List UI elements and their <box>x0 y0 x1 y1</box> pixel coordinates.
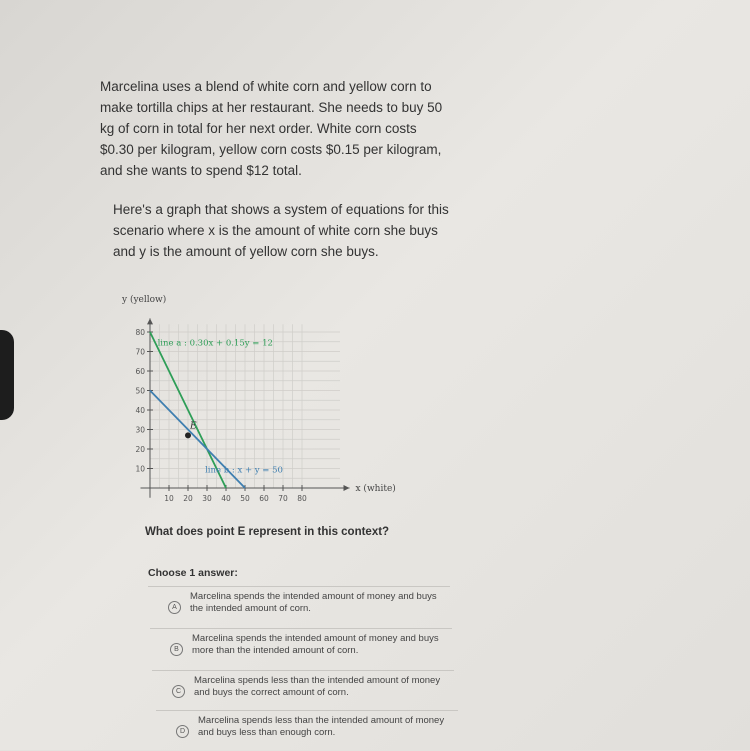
y-tick-label: 60 <box>135 367 145 376</box>
y-tick-label: 50 <box>135 386 145 396</box>
y-axis-arrow <box>147 318 153 324</box>
choice-d-text: Marcelina spends less than the intended amount of money and buys less than enough corn. <box>198 715 445 738</box>
choice-a-text: Marcelina spends the intended amount of money and buys the intended amount of corn. <box>190 591 437 614</box>
y-tick-label: 80 <box>135 328 145 337</box>
choice-b[interactable] <box>150 628 452 669</box>
choice-c-text: Marcelina spends less than the intended amount of money and buys the correct amount of corn. <box>194 675 441 698</box>
choose-label: Choose 1 answer: <box>148 567 238 579</box>
x-axis-arrow <box>344 485 350 491</box>
x-tick-label: 30 <box>202 494 212 503</box>
point-e <box>185 432 191 438</box>
y-tick-label: 70 <box>135 347 145 357</box>
choice-a[interactable] <box>148 586 450 627</box>
y-tick-label: 10 <box>135 464 145 474</box>
x-tick-label: 60 <box>259 494 269 503</box>
y-axis-label: y (yellow) <box>122 295 167 305</box>
problem-paragraph-2: Here's a graph that shows a system of equations for this scenario where x is the amount of white corn she buys and y is the amount of yellow corn she buys. <box>113 202 449 259</box>
x-tick-label: 10 <box>164 494 174 503</box>
device-edge <box>0 330 14 420</box>
choice-b-text: Marcelina spends the intended amount of money and buys more than the intended amount of corn. <box>192 633 439 656</box>
x-axis-label: x (white) <box>355 484 396 494</box>
y-tick-label: 20 <box>135 445 145 454</box>
radio-a[interactable]: A <box>168 601 181 614</box>
line-a-label: line a : 0.30x + 0.15y = 12 <box>157 338 273 349</box>
choice-d[interactable] <box>156 710 458 751</box>
y-tick-label: 30 <box>135 425 145 435</box>
line-b-label: line b : x + y = 50 <box>205 465 283 476</box>
x-tick-label: 50 <box>240 494 250 503</box>
radio-c[interactable]: C <box>172 685 185 698</box>
point-e-label: E <box>190 421 197 432</box>
radio-b[interactable]: B <box>170 643 183 656</box>
x-tick-label: 40 <box>221 494 231 503</box>
x-tick-label: 70 <box>278 494 288 503</box>
question-text: What does point E represent in this context? <box>145 526 390 538</box>
problem-paragraph-1: Marcelina uses a blend of white corn and yellow corn to make tortilla chips at her restaurant. She needs to buy 50 kg of corn in total for her next order. White corn costs $0.30 per kilogram, yellow corn costs $0.15 per kilogram, and she wants to spend $12 total. <box>100 79 443 178</box>
system-of-equations-graph <box>110 288 410 518</box>
x-tick-label: 20 <box>183 494 193 503</box>
graph-svg <box>110 288 410 518</box>
problem-statement <box>100 76 450 262</box>
y-tick-label: 40 <box>135 406 145 415</box>
radio-d[interactable]: D <box>176 725 189 738</box>
x-tick-label: 80 <box>297 494 307 503</box>
choice-c[interactable] <box>152 670 454 711</box>
